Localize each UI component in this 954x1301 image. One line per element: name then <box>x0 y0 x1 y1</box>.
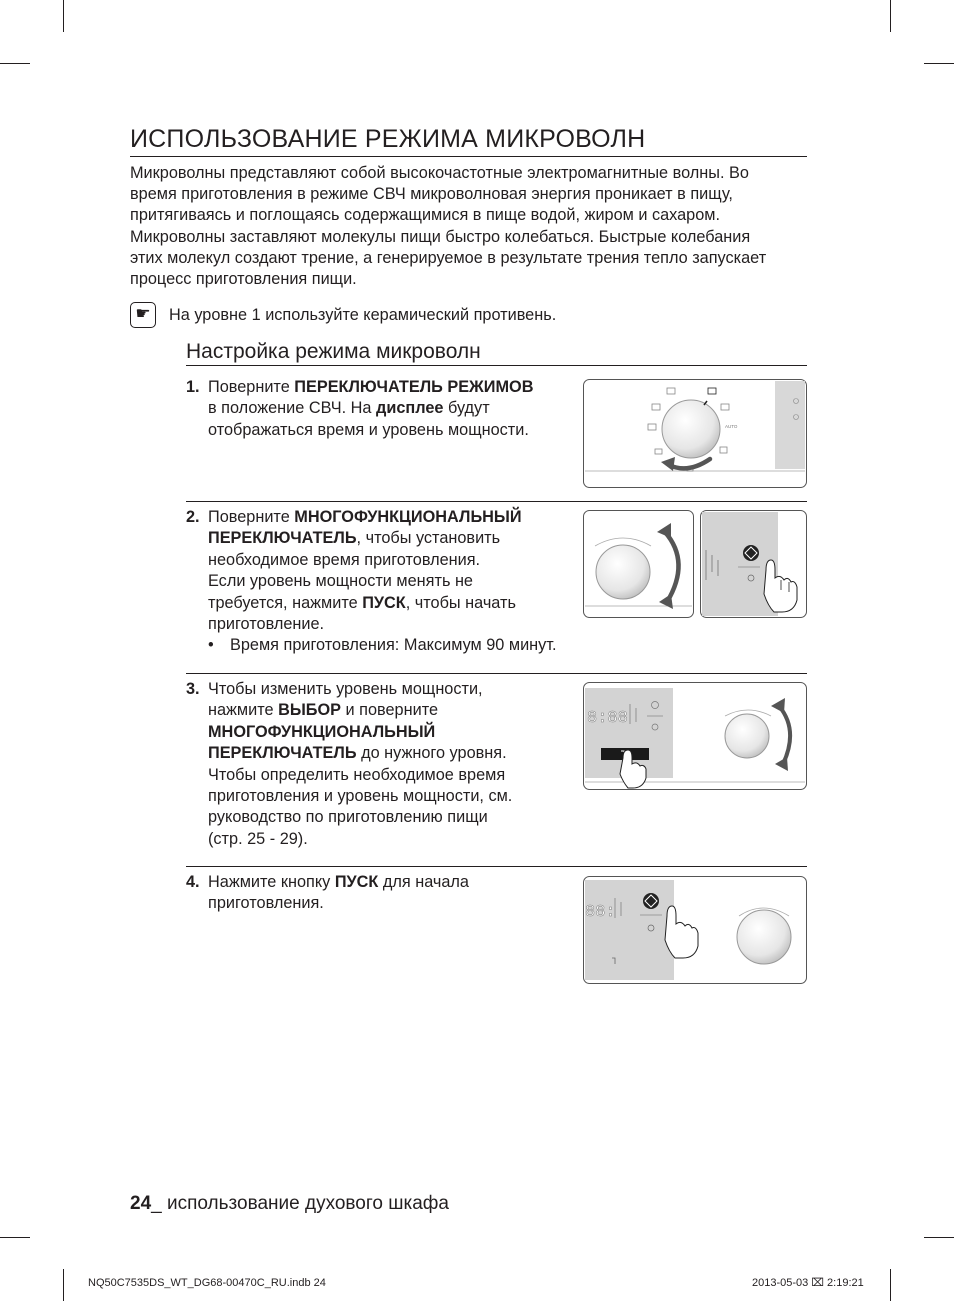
crop-mark <box>63 0 64 32</box>
crop-mark <box>0 63 30 64</box>
divider <box>186 866 807 867</box>
display-digits: 8:88 <box>587 709 628 728</box>
crop-mark <box>924 1237 954 1238</box>
intro-paragraph: Микроволны представляют собой высокочастотные электромагнитные волны. Во время приготовления в режиме СВЧ микроволновая энергия проникает в пищу, притягиваясь и поглощаясь содержащимися в пище водой, жиром и сахаром. Микроволны заставляют молекулы пищи быстро колебаться. Быстрые колебания этих молекул создают трение, а генерируемое в результате трения тепло запускает процесс приготовления пищи. <box>130 164 767 289</box>
note <box>130 302 810 330</box>
bullet-item: • Время приготовления: Максимум 90 минут. <box>208 636 557 655</box>
page-number: 24 <box>130 1193 152 1214</box>
page-title: ИСПОЛЬЗОВАНИЕ РЕЖИМА МИКРОВОЛН <box>130 124 807 157</box>
pointing-hand-icon: ☛ <box>130 302 156 328</box>
start-button-illustration <box>700 510 808 620</box>
select-button-illustration <box>583 682 808 791</box>
step-3: 3. Чтобы изменить уровень мощности, нажмите ВЫБОР и поверните МНОГОФУНКЦИОНАЛЬНЫЙ ПЕРЕКЛЮЧАТЕЛЬ до нужного уровня. Чтобы определить необходимое время приготовления и уровень мощности, см. руководство по приготовлению пищи (стр. 25 - 29). <box>186 680 513 848</box>
divider <box>186 501 807 502</box>
press-start-illustration <box>583 876 808 986</box>
crop-mark <box>0 1237 30 1238</box>
note-text: На уровне 1 используйте керамический противень. <box>169 306 557 324</box>
display-digits: 88: <box>585 903 616 922</box>
step-1: 1. Поверните ПЕРЕКЛЮЧАТЕЛЬ РЕЖИМОВ в положение СВЧ. На дисплее будут отображаться время и уровень мощности. <box>186 378 534 439</box>
auto-label: AUTO <box>725 424 738 429</box>
step-4: 4. Нажмите кнопку ПУСК для начала приготовления. <box>186 873 469 913</box>
step-2: 2. Поверните МНОГОФУНКЦИОНАЛЬНЫЙ ПЕРЕКЛЮЧАТЕЛЬ, чтобы установить необходимое время приготовления. Если уровень мощности менять не требуется, нажмите ПУСК, чтобы начать приготовление. • Время приготовления: Максимум 90 минут. <box>186 507 586 657</box>
print-slug-file: NQ50C7535DS_WT_DG68-00470C_RU.indb 24 <box>88 1277 326 1289</box>
crop-mark <box>890 1269 891 1301</box>
footer-section-title: 24_ использование духового шкафа <box>130 1193 449 1214</box>
section-subtitle: Настройка режима микроволн <box>186 339 807 366</box>
print-slug-date: 2013-05-03 ⌧ 2:19:21 <box>752 1277 864 1289</box>
crop-mark <box>924 63 954 64</box>
divider <box>186 673 807 674</box>
crop-mark <box>63 1269 64 1301</box>
crop-mark <box>890 0 891 32</box>
mode-selector-illustration <box>583 379 808 489</box>
multifunction-knob-illustration <box>583 510 695 620</box>
